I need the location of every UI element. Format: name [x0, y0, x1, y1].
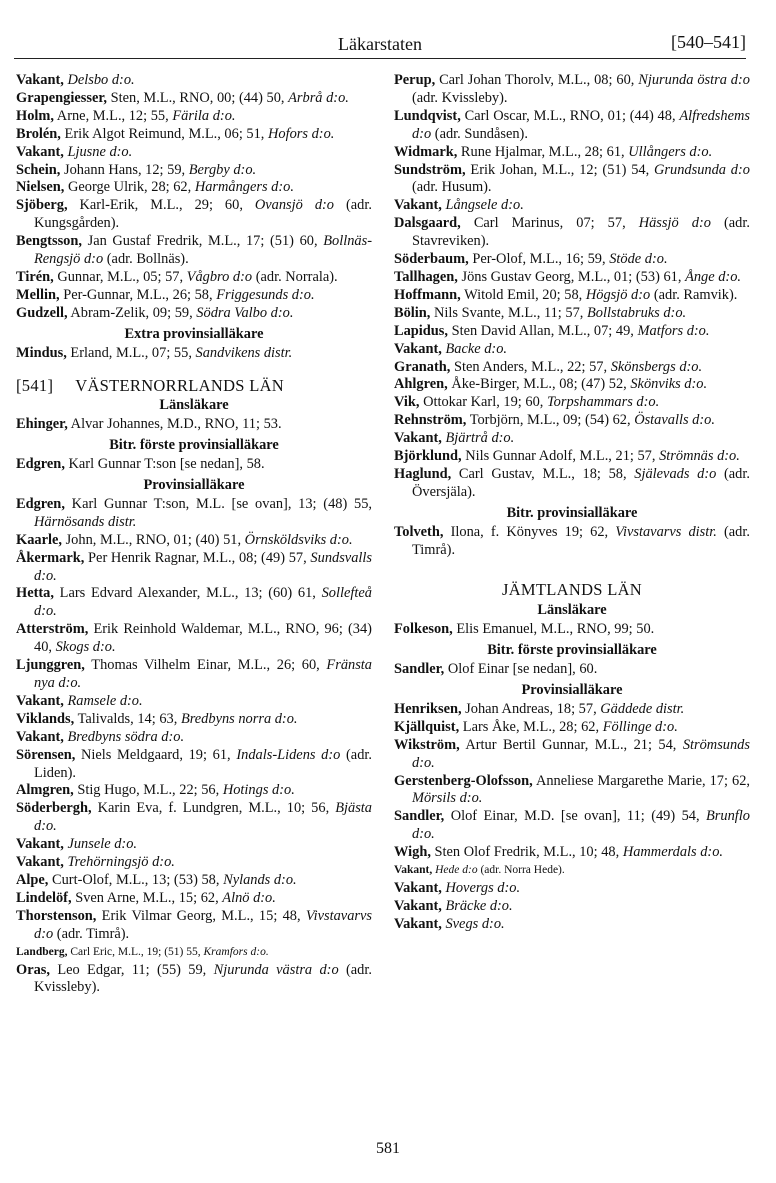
directory-entry: [394, 701, 750, 719]
entry-surname: Vakant,: [394, 897, 442, 914]
entry-surname: Widmark,: [394, 143, 458, 160]
directory-entry: [16, 782, 372, 800]
entry-details: Ottokar Karl, 19; 60,: [423, 394, 544, 411]
entry-district: Grundsunda d:o: [654, 161, 750, 178]
entry-surname: Sörensen,: [16, 746, 76, 763]
entry-details: Karl Gunnar T:son, M.L. [se ovan], 13; (48) 55,: [71, 495, 372, 512]
entry-surname: Mindus,: [16, 344, 67, 361]
entry-address: (adr. Stavreviken).: [412, 215, 750, 250]
entry-district: Bjästa d:o.: [34, 800, 372, 835]
section-heading: Provinsialläkare: [521, 682, 623, 698]
entry-address: (adr. Kvissleby).: [34, 961, 372, 996]
entry-district: Härnösands distr.: [34, 513, 137, 530]
entry-surname: Granath,: [394, 358, 451, 375]
county-name: VÄSTERNORRLANDS LÄN: [75, 375, 285, 395]
entry-address: (adr. Norra Hede).: [480, 864, 565, 877]
entry-surname: Gudzell,: [16, 304, 68, 321]
entry-details: Carl Gustav, M.L., 18; 58,: [458, 465, 627, 482]
entry-details: Thomas Vilhelm Einar, M.L., 26; 60,: [91, 657, 320, 674]
directory-entry: [16, 657, 372, 693]
entry-surname: Tolveth,: [394, 523, 444, 540]
entry-district: Strömsunds d:o.: [412, 736, 750, 771]
entry-district: Stöde d:o.: [609, 251, 668, 268]
entry-district: Kramfors d:o.: [203, 945, 269, 958]
entry-details: Carl Oscar, M.L., RNO, 01; (44) 48,: [464, 107, 676, 124]
entry-surname: Bengtsson,: [16, 233, 82, 250]
directory-entry: [16, 711, 372, 729]
entry-surname: Vakant,: [16, 836, 64, 853]
entry-district: Fränsta nya d:o.: [34, 657, 372, 691]
entry-details: Elis Emanuel, M.L., RNO, 99; 50.: [456, 621, 655, 638]
entry-district: Bräcke d:o.: [445, 897, 513, 914]
entry-details: Erik Johan, M.L., 12; (51) 54,: [470, 161, 650, 178]
entry-district: Vivstavarvs d:o: [34, 907, 372, 942]
directory-entry: [16, 287, 372, 305]
directory-entry: [394, 162, 750, 198]
entry-surname: Holm,: [16, 107, 54, 124]
directory-entry: [394, 773, 750, 809]
entry-district: Harmångers d:o.: [194, 179, 294, 196]
entry-details: Arne, M.L., 12; 55,: [56, 107, 169, 124]
entry-details: Gunnar, M.L., 05; 57,: [57, 268, 184, 285]
entry-details: Artur Bertil Gunnar, M.L., 21; 54,: [465, 736, 677, 753]
entry-surname: Wigh,: [394, 844, 431, 861]
entry-district: Hede d:o: [435, 864, 478, 877]
directory-entry: [394, 719, 750, 737]
directory-entry: [394, 898, 750, 916]
directory-entry: [16, 747, 372, 783]
section-heading: Bitr. förste provinsialläkare: [487, 642, 657, 659]
directory-entry: [16, 532, 372, 550]
directory-entry: [16, 800, 372, 836]
entry-surname: Oras,: [16, 961, 50, 978]
entry-district: Ullångers d:o.: [628, 143, 713, 160]
entry-address: (adr. Sundåsen).: [434, 125, 528, 142]
entry-district: Backe d:o.: [445, 340, 507, 357]
entry-surname: Sundström,: [394, 161, 466, 178]
entry-district: Bjärtrå d:o.: [445, 430, 515, 447]
entry-district: Hammerdals d:o.: [622, 844, 724, 861]
entry-surname: Nielsen,: [16, 179, 65, 196]
entry-details: Jöns Gustav Georg, M.L., 01; (53) 61,: [461, 268, 682, 285]
entry-district: Mörsils d:o.: [412, 790, 483, 807]
entry-details: Jan Gustaf Fredrik, M.L., 17; (51) 60,: [87, 233, 318, 250]
entry-surname: Ahlgren,: [394, 376, 448, 393]
entry-details: Olof Einar [se nedan], 60.: [447, 661, 598, 678]
directory-entry: [394, 323, 750, 341]
header-rule: [14, 58, 746, 59]
entry-surname: Vakant,: [16, 143, 64, 160]
entry-address: (adr. Översjäla).: [412, 465, 750, 500]
entry-details: Nils Svante, M.L., 11; 57,: [434, 304, 584, 321]
entry-district: Nylands d:o.: [223, 871, 297, 888]
entry-details: Johan Andreas, 18; 57,: [465, 700, 597, 717]
entry-district: Färila d:o.: [172, 107, 236, 124]
directory-entry: [394, 341, 750, 359]
entry-details: Rune Hjalmar, M.L., 28; 61,: [460, 143, 625, 160]
entry-surname: Tallhagen,: [394, 268, 458, 285]
entry-details: Stig Hugo, M.L., 22; 56,: [77, 782, 220, 799]
entry-details: Lars Edvard Alexander, M.L., 13; (60) 61,: [59, 585, 316, 602]
entry-district: Hotings d:o.: [222, 782, 295, 799]
page-title: Läkarstaten: [338, 34, 422, 54]
entry-details: Sten David Allan, M.L., 07; 49,: [451, 322, 634, 339]
entry-surname: Edgren,: [16, 456, 65, 473]
entry-details: Karl-Erik, M.L., 29; 60,: [79, 197, 243, 214]
entry-address: (adr. Bollnäs).: [106, 251, 189, 268]
directory-entry: [16, 693, 372, 711]
entry-details: Niels Meldgaard, 19; 61,: [80, 746, 231, 763]
entry-details: Karin Eva, f. Lundgren, M.L., 10; 56,: [97, 800, 330, 817]
entry-surname: Vik,: [394, 394, 420, 411]
entry-district: Njurunda västra d:o: [213, 961, 339, 978]
entry-district: Hofors d:o.: [268, 125, 335, 142]
entry-surname: Brolén,: [16, 125, 61, 142]
entry-surname: Haglund,: [394, 465, 452, 482]
directory-entry: [16, 496, 372, 532]
entry-details: Carl Johan Thorolv, M.L., 08; 60,: [439, 72, 635, 88]
entry-details: Anneliese Margarethe Marie, 17; 62,: [535, 772, 750, 789]
entry-address: (adr. Ramvik).: [653, 286, 738, 303]
directory-entry: [394, 661, 750, 679]
directory-entry: [16, 550, 372, 586]
entry-details: Talivalds, 14; 63,: [77, 710, 178, 727]
entry-district: Bollstabruks d:o.: [587, 304, 687, 321]
entry-district: Brunflo d:o.: [412, 808, 750, 843]
section-heading: Provinsialläkare: [143, 477, 245, 494]
entry-surname: Vakant,: [394, 915, 442, 932]
section-heading: Länsläkare: [159, 397, 229, 414]
directory-entry: [394, 880, 750, 898]
entry-details: Sten Olof Fredrik, M.L., 10; 48,: [434, 844, 620, 861]
entry-address: (adr. Norrala).: [255, 268, 338, 285]
directory-entry: [394, 466, 750, 502]
entry-surname: Hetta,: [16, 585, 54, 602]
entry-district: Sandvikens distr.: [195, 344, 293, 361]
directory-entry: [16, 269, 372, 287]
entry-surname: Mellin,: [16, 286, 60, 303]
entry-district: Junsele d:o.: [67, 836, 137, 853]
directory-entry: [16, 456, 372, 474]
entry-district: Alnö d:o.: [222, 889, 276, 906]
entry-details: Erland, M.L., 07; 55,: [70, 344, 192, 361]
entry-surname: Ljunggren,: [16, 657, 85, 674]
section-heading: Bitr. förste provinsialläkare: [109, 437, 279, 454]
entry-surname: Ehinger,: [16, 416, 68, 433]
entry-district: Arbrå d:o.: [288, 89, 349, 106]
directory-entry: [16, 144, 372, 162]
entry-district: Bredbyns södra d:o.: [67, 728, 185, 745]
entry-surname: Söderbergh,: [16, 800, 92, 817]
section-heading: Extra provinsialläkare: [124, 325, 264, 342]
directory-entry: [394, 269, 750, 287]
directory-entry: [16, 729, 372, 747]
entry-district: Skönviks d:o.: [630, 376, 708, 393]
entry-district: Östavalls d:o.: [634, 412, 715, 429]
entry-surname: Dalsgaard,: [394, 215, 461, 232]
directory-entry: [16, 108, 372, 126]
directory-entry: [394, 524, 750, 560]
directory-entry: [394, 808, 750, 844]
entry-surname: Schein,: [16, 161, 61, 178]
right-column: [394, 72, 750, 934]
entry-details: Carl Eric, M.L., 19; (51) 55,: [70, 945, 201, 958]
entry-details: Per-Gunnar, M.L., 26; 58,: [63, 286, 213, 303]
entry-details: Alvar Johannes, M.D., RNO, 11; 53.: [70, 416, 282, 433]
entry-district: Gäddede distr.: [600, 700, 685, 717]
directory-entry: [394, 144, 750, 162]
entry-surname: Lapidus,: [394, 322, 449, 339]
entry-surname: Viklands,: [16, 710, 75, 727]
entry-surname: Landberg,: [16, 945, 68, 958]
entry-address: (adr. Timrå).: [56, 925, 130, 942]
page-header: [14, 28, 746, 58]
entry-details: Erik Algot Reimund, M.L., 06; 51,: [64, 125, 265, 142]
directory-entry: [394, 737, 750, 773]
county-heading: JÄMTLANDS LÄN: [501, 580, 643, 600]
directory-entry: [16, 345, 372, 363]
entry-surname: Kjällquist,: [394, 718, 460, 735]
entry-district: Bergby d:o.: [188, 161, 257, 178]
entry-details: George Ulrik, 28; 62,: [67, 179, 192, 196]
entry-surname: Tirén,: [16, 268, 54, 285]
entry-surname: Kaarle,: [16, 531, 62, 548]
page-number: 581: [376, 1140, 400, 1157]
directory-entry: [394, 394, 750, 412]
entry-details: Sten, M.L., RNO, 00; (44) 50,: [110, 89, 285, 106]
directory-entry: [16, 872, 372, 890]
entry-surname: Vakant,: [16, 728, 64, 745]
directory-entry: [16, 179, 372, 197]
page-range: [540–541]: [671, 32, 746, 52]
entry-details: Johann Hans, 12; 59,: [64, 161, 186, 178]
directory-entry: [394, 621, 750, 639]
entry-surname: Wikström,: [394, 736, 460, 753]
directory-entry: [394, 412, 750, 430]
entry-details: Olof Einar, M.D. [se ovan], 11; (49) 54,: [450, 808, 700, 825]
entry-surname: Folkeson,: [394, 621, 453, 638]
entry-district: Ovansjö d:o: [254, 197, 335, 214]
entry-surname: Thorstenson,: [16, 907, 97, 924]
entry-address: (adr. Kungsgården).: [34, 197, 372, 232]
directory-entry: [394, 72, 750, 108]
entry-district: Sundsvalls d:o.: [34, 549, 372, 584]
entry-district: Trehörningsjö d:o.: [67, 854, 175, 871]
directory-entry: [394, 251, 750, 269]
directory-entry: [394, 359, 750, 377]
directory-entry: [16, 836, 372, 854]
entry-surname: Sandler,: [394, 661, 445, 678]
entry-district: Njurunda östra d:o: [638, 72, 750, 88]
directory-entry: [16, 162, 372, 180]
entry-district: Högsjö d:o: [585, 286, 651, 303]
entry-district: Ånge d:o.: [685, 268, 742, 285]
entry-surname: Söderbaum,: [394, 251, 469, 268]
entry-surname: Edgren,: [16, 495, 65, 512]
directory-entry: [16, 944, 372, 962]
entry-surname: Rehnström,: [394, 412, 467, 429]
entry-district: Alfredshems d:o: [412, 107, 750, 142]
entry-details: Karl Gunnar T:son [se nedan], 58.: [68, 456, 265, 473]
directory-entry: [16, 126, 372, 144]
entry-details: Per Henrik Ragnar, M.L., 08; (49) 57,: [88, 549, 307, 566]
county-heading: [16, 377, 372, 395]
section-heading: Länsläkare: [537, 602, 607, 619]
entry-district: Bredbyns norra d:o.: [180, 710, 298, 727]
entry-details: Per-Olof, M.L., 16; 59,: [472, 251, 606, 268]
entry-district: Hovergs d:o.: [445, 879, 521, 896]
directory-entry: [16, 621, 372, 657]
entry-surname: Henriksen,: [394, 700, 462, 717]
entry-details: John, M.L., RNO, 01; (40) 51,: [65, 531, 242, 548]
directory-entry: [16, 72, 372, 90]
entry-details: Sten Anders, M.L., 22; 57,: [453, 358, 608, 375]
entry-district: Delsbo d:o.: [67, 72, 135, 88]
directory-entry: [16, 90, 372, 108]
directory-entry: [394, 376, 750, 394]
entry-details: Curt-Olof, M.L., 13; (53) 58,: [52, 871, 220, 888]
entry-surname: Vakant,: [16, 72, 64, 88]
entry-surname: Alpe,: [16, 871, 49, 888]
entry-address: (adr. Timrå).: [412, 523, 750, 558]
entry-surname: Sjöberg,: [16, 197, 68, 214]
entry-details: Abram-Zelik, 09; 59,: [70, 304, 193, 321]
section-heading: Bitr. provinsialläkare: [506, 504, 638, 521]
directory-entry: [16, 908, 372, 944]
entry-district: Indals-Lidens d:o: [236, 746, 341, 763]
entry-surname: Gerstenberg-Olofsson,: [394, 772, 533, 789]
directory-entry: [394, 215, 750, 251]
entry-surname: Åkermark,: [16, 549, 85, 566]
entry-surname: Vakant,: [394, 197, 442, 214]
entry-address: (adr. Kvissleby).: [412, 89, 508, 106]
entry-district: Själevads d:o: [634, 465, 717, 482]
entry-district: Ramsele d:o.: [67, 692, 143, 709]
entry-surname: Lundqvist,: [394, 107, 461, 124]
entry-district: Torpshammars d:o.: [546, 394, 660, 411]
entry-details: Erik Vilmar Georg, M.L., 15; 48,: [101, 907, 301, 924]
entry-details: Lars Åke, M.L., 28; 62,: [462, 718, 600, 735]
entry-address: (adr. Liden).: [34, 746, 372, 781]
directory-entry: [16, 585, 372, 621]
directory-entry: [16, 233, 372, 269]
directory-entry: [394, 305, 750, 323]
entry-surname: Vakant,: [394, 879, 442, 896]
entry-surname: Almgren,: [16, 782, 74, 799]
entry-details: Ilona, f. Könyves 19; 62,: [450, 523, 609, 540]
entry-surname: Vakant,: [394, 430, 442, 447]
entry-surname: Grapengiesser,: [16, 89, 108, 106]
entry-district: Södra Valbo d:o.: [196, 304, 294, 321]
entry-details: Carl Marinus, 07; 57,: [473, 215, 626, 232]
entry-district: Skönsbergs d:o.: [610, 358, 703, 375]
entry-details: Witold Emil, 20; 58,: [464, 286, 583, 303]
entry-details: Sven Arne, M.L., 15; 62,: [75, 889, 219, 906]
entry-district: Örnsköldsviks d:o.: [244, 531, 353, 548]
directory-entry: [394, 108, 750, 144]
entry-surname: Atterström,: [16, 621, 89, 638]
directory-entry: [394, 287, 750, 305]
directory-entry: [16, 197, 372, 233]
entry-surname: Vakant,: [394, 340, 442, 357]
directory-entry: [16, 305, 372, 323]
entry-district: Vågbro d:o: [186, 268, 253, 285]
entry-surname: Vakant,: [394, 864, 433, 877]
entry-surname: Sandler,: [394, 808, 445, 825]
directory-entry: [394, 844, 750, 862]
directory-entry: [16, 416, 372, 434]
directory-entry: [16, 962, 372, 998]
entry-district: Strömnäs d:o.: [659, 448, 740, 465]
directory-entry: [16, 854, 372, 872]
entry-district: Bollnäs-Rengsjö d:o: [34, 233, 372, 268]
entry-surname: Lindelöf,: [16, 889, 72, 906]
entry-details: Erik Reinhold Waldemar, M.L., RNO, 96; (34) 40,: [34, 621, 372, 656]
entry-district: Matfors d:o.: [637, 322, 710, 339]
entry-district: Ljusne d:o.: [67, 143, 133, 160]
entry-surname: Vakant,: [16, 692, 64, 709]
directory-entry: [394, 448, 750, 466]
entry-district: Friggesunds d:o.: [216, 286, 315, 303]
entry-surname: Hoffmann,: [394, 286, 461, 303]
entry-district: Långsele d:o.: [445, 197, 524, 214]
entry-details: Torbjörn, M.L., 09; (54) 62,: [469, 412, 631, 429]
directory-entry: [394, 916, 750, 934]
directory-entry: [394, 430, 750, 448]
directory-entry: [394, 862, 750, 880]
entry-surname: Bölin,: [394, 304, 431, 321]
entry-district: Hässjö d:o: [638, 215, 711, 232]
left-column: [16, 72, 372, 997]
entry-surname: Björklund,: [394, 448, 462, 465]
entry-details: Åke-Birger, M.L., 08; (47) 52,: [451, 376, 627, 393]
entry-district: Föllinge d:o.: [602, 718, 678, 735]
entry-district: Svegs d:o.: [445, 915, 505, 932]
entry-details: Leo Edgar, 11; (55) 59,: [57, 961, 207, 978]
entry-address: (adr. Husum).: [412, 179, 492, 196]
county-section-number: [541]: [16, 375, 54, 395]
entry-surname: Perup,: [394, 72, 436, 88]
entry-district: Vivstavarvs distr.: [615, 523, 717, 540]
directory-entry: [394, 197, 750, 215]
entry-district: Skogs d:o.: [55, 639, 116, 656]
entry-district: Sollefteå d:o.: [34, 585, 372, 620]
entry-details: Nils Gunnar Adolf, M.L., 21; 57,: [465, 448, 656, 465]
entry-surname: Vakant,: [16, 854, 64, 871]
directory-entry: [16, 890, 372, 908]
